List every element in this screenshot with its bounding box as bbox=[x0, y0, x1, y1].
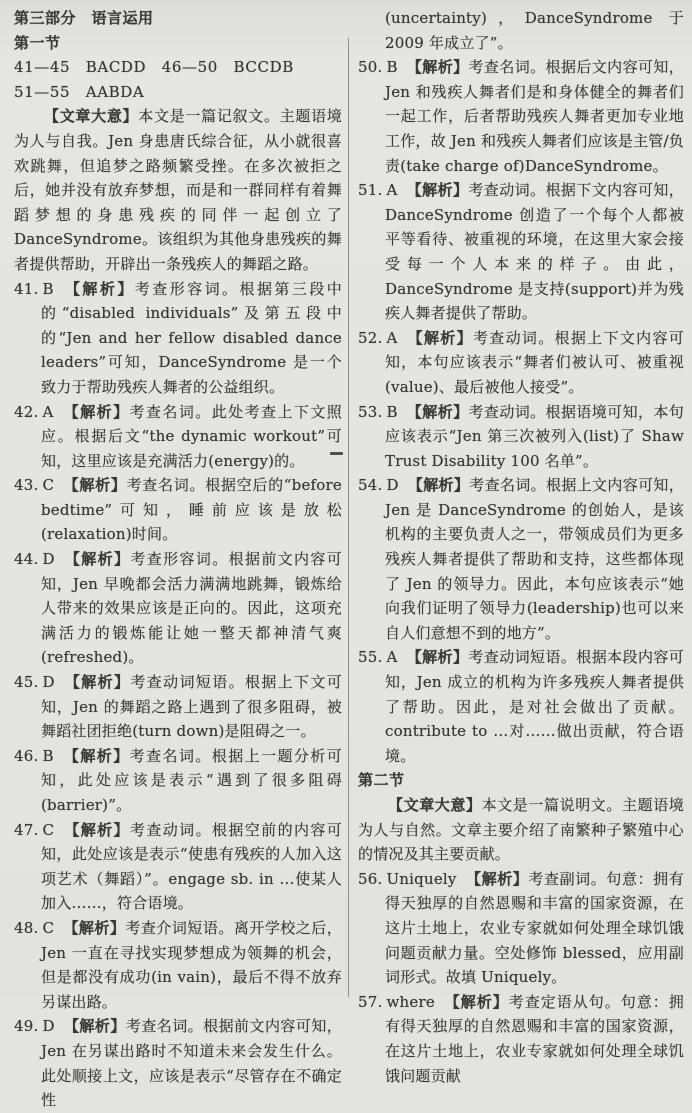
explanation-text: 考查动词短语。根据上下文可知，Jen 的舞蹈之路上遇到了很多阻碍，被舞蹈社团拒绝(turn down)是阻碍之一。 bbox=[41, 673, 342, 741]
explanation-item-47 bbox=[14, 818, 342, 916]
analysis-label: 【解析】 bbox=[63, 476, 127, 495]
explanation-text: 考查形容词。根据第三段中的“disabled individuals”及第五段中的“Jen and her fellow disabled dance leaders”可知，DanceSyndrome 是一个致力于帮助残疾人舞者的公益组织。 bbox=[41, 279, 342, 396]
answer-letter: B bbox=[42, 746, 54, 765]
analysis-label: 【解析】 bbox=[443, 992, 509, 1011]
explanation-text: 考查动词短语。根据本段内容可知，Jen 成立的机构为许多残疾人舞者提供了帮助。因此，是对社会做出了贡献。contribute to …对……做出贡献，符合语境。 bbox=[385, 648, 684, 765]
question-number: 42. bbox=[14, 402, 39, 421]
answer-letter: C bbox=[42, 820, 55, 839]
analysis-label: 【解析】 bbox=[62, 746, 130, 765]
answer-word: Uniquely bbox=[386, 869, 457, 888]
analysis-label: 【解析】 bbox=[63, 820, 130, 839]
explanation-item-48 bbox=[14, 916, 342, 1014]
question-number: 44. bbox=[14, 550, 39, 569]
analysis-label: 【解析】 bbox=[62, 402, 130, 421]
analysis-label: 【解析】 bbox=[407, 476, 470, 495]
answer-letter: D bbox=[42, 673, 55, 692]
answer-letter: C bbox=[42, 918, 55, 937]
section2-title: 第二节 bbox=[358, 771, 405, 790]
answer-letter: C bbox=[42, 476, 55, 495]
explanation-item-55 bbox=[358, 645, 684, 768]
explanation-item-45 bbox=[14, 670, 342, 744]
explanation-text: 考查形容词。根据前文内容可知，Jen 早晚都会活力满满地跳舞，锻炼给人带来的效果应该是正向的。因此，这项充满活力的锻炼能让她一整天都神清气爽(refreshed)。 bbox=[41, 550, 342, 667]
analysis-label: 【解析】 bbox=[406, 181, 469, 200]
explanation-item-44 bbox=[14, 547, 342, 670]
answer-letter: D bbox=[42, 1017, 55, 1036]
passage-summary-1 bbox=[14, 104, 342, 276]
explanation-text: 考查名词。根据上文内容可知，Jen 是 DanceSyndrome 的创始人，是该机构的主要负责人之一，带领成员们为更多残疾人舞者提供了帮助和支持，这些都体现了 Jen 的领导力。因此，本句应该表示“她向我们证明了领导力(leadership)也可以来自人们意想不到的地方”。 bbox=[385, 476, 684, 642]
question-number: 55. bbox=[358, 648, 383, 667]
two-column-layout bbox=[0, 6, 692, 1113]
analysis-label: 【解析】 bbox=[406, 328, 473, 347]
answer-word: where bbox=[386, 992, 435, 1011]
analysis-label: 【解析】 bbox=[63, 918, 126, 937]
explanation-item-43 bbox=[14, 473, 342, 547]
explanation-text: 考查名词。根据空后的“before bedtime”可知，睡前应该是放松(relaxation)时间。 bbox=[41, 476, 342, 544]
explanation-item-57 bbox=[358, 990, 684, 1088]
explanation-item-41 bbox=[14, 277, 342, 400]
answer-letter: B bbox=[386, 402, 398, 421]
explanation-item-42 bbox=[14, 400, 342, 474]
answer-key-line: 41—45 BACDD 46—50 BCCDB bbox=[14, 58, 294, 77]
summary-text: 本文是一篇记叙文。主题语境为人与自我。Jen 身患唐氏综合征，从小就很喜欢跳舞，但追梦之路频繁受挫。在多次被拒之后，她并没有放弃梦想，而是和一群同样有着舞蹈梦想的身患残疾的同伴一起创立了 DanceSyndrome。该组织为其他身患残疾的舞者提供帮助，开辟出一条残疾人的舞蹈之路。 bbox=[14, 107, 342, 273]
answer-letter: A bbox=[386, 328, 398, 347]
question-number: 43. bbox=[14, 476, 39, 495]
analysis-label: 【解析】 bbox=[63, 1017, 126, 1036]
analysis-label: 【解析】 bbox=[63, 673, 131, 692]
explanation-item-56 bbox=[358, 867, 684, 990]
explanation-text: 考查名词。此处考查上下文照应。根据后文“the dynamic workout”可知，这里应该是充满活力(energy)的。 bbox=[41, 402, 342, 470]
analysis-label: 【解析】 bbox=[406, 402, 469, 421]
explanation-text: 考查动词。根据语境可知，本句应该表示“Jen 第三次被列入(list)了 Shaw Trust Disability 100 名单”。 bbox=[385, 402, 684, 470]
explanation-text: 考查名词。根据前文内容可知，Jen 在另谋出路时不知道未来会发生什么。此处顺接上文，应该是表示“尽管存在不确定性 bbox=[41, 1017, 342, 1110]
explanation-text: 考查动词。根据上下文内容可知，本句应该表示“舞者们被认可、被重视(value)、最后被他人接受”。 bbox=[385, 328, 684, 396]
answer-letter: B bbox=[386, 58, 398, 77]
analysis-label: 【解析】 bbox=[406, 648, 469, 667]
question-number: 48. bbox=[14, 918, 39, 937]
analysis-label: 【解析】 bbox=[62, 279, 135, 298]
question-number: 53. bbox=[358, 402, 383, 421]
explanation-item-52 bbox=[358, 326, 684, 400]
explanation-text: 考查名词。根据后文内容可知，Jen 和残疾人舞者们是和身体健全的舞者们一起工作，后者帮助残疾人舞者更加专业地工作，故 Jen 和残疾人舞者们应该是主管/负责(take charge of)DanceSyndrome。 bbox=[385, 58, 684, 175]
question-number: 56. bbox=[358, 869, 383, 888]
part-header: 第三部分 语言运用 bbox=[14, 9, 154, 27]
answer-letter: D bbox=[386, 476, 399, 495]
summary-label: 【文章大意】 bbox=[388, 796, 482, 814]
explanation-item-49 bbox=[14, 1014, 342, 1112]
analysis-label: 【解析】 bbox=[63, 550, 131, 569]
answer-letter: A bbox=[386, 181, 398, 200]
explanation-item-50 bbox=[358, 55, 684, 178]
analysis-label: 【解析】 bbox=[406, 58, 469, 77]
answer-letter: D bbox=[42, 550, 55, 569]
question-number: 57. bbox=[358, 992, 383, 1011]
passage-summary-2 bbox=[358, 793, 684, 867]
right-column bbox=[358, 6, 684, 1113]
explanation-text: 考查动词。根据空前的内容可知，此处应该是表示“使患有残疾的人加入这项艺术（舞蹈）”。engage sb. in …使某人加入……，符合语境。 bbox=[41, 820, 342, 913]
analysis-label: 【解析】 bbox=[465, 869, 529, 888]
explanation-text: 考查介词短语。离开学校之后，Jen 一直在寻找实现梦想成为领舞的机会，但是都没有成功(in vain)，最后不得不放弃另谋出路。 bbox=[41, 918, 342, 1011]
question-number: 51. bbox=[358, 181, 383, 200]
section1-title: 第一节 bbox=[14, 33, 61, 52]
left-column bbox=[14, 6, 342, 1113]
question-number: 50. bbox=[358, 58, 383, 77]
explanation-item-54 bbox=[358, 473, 684, 645]
explanation-item-46 bbox=[14, 744, 342, 818]
summary-label: 【文章大意】 bbox=[44, 107, 139, 126]
answer-letter: A bbox=[386, 648, 398, 667]
answer-key-line: 51—55 AABDA bbox=[14, 82, 145, 101]
explanation-text: 考查名词。根据上一题分析可知，此处应该是表示“遇到了很多阻碍(barrier)”。 bbox=[41, 746, 342, 814]
item-49-continuation: (uncertainty)，DanceSyndrome 于 2009 年成立了”。 bbox=[385, 9, 684, 52]
question-number: 45. bbox=[14, 673, 39, 692]
question-number: 47. bbox=[14, 820, 39, 839]
answer-letter: B bbox=[42, 279, 54, 298]
question-number: 52. bbox=[358, 328, 383, 347]
explanation-text: 考查定语从句。句意：拥有得天独厚的自然恩赐和丰富的国家资源，在这片土地上，农业专家就如何处理全球饥饿问题贡献 bbox=[385, 992, 684, 1085]
summary-text: 本文是一篇说明文。主题语境为人与自然。文章主要介绍了南繁种子繁殖中心的情况及其主要贡献。 bbox=[358, 796, 685, 864]
question-number: 49. bbox=[14, 1017, 39, 1036]
question-number: 41. bbox=[14, 279, 39, 298]
explanation-item-51 bbox=[358, 178, 684, 326]
explanation-text: 考查副词。句意：拥有得天独厚的自然恩赐和丰富的国家资源，在这片土地上，农业专家就如何处理全球饥饿问题贡献力量。空处修饰 blessed，应用副词形式。故填 Uniquely。 bbox=[385, 869, 684, 987]
explanation-item-53 bbox=[358, 400, 684, 474]
explanation-text: 考查动词。根据下文内容可知，DanceSyndrome 创造了一个每个人都被平等看待、被重视的环境，在这里大家会接受每一个人本来的样子。由此，DanceSyndrome 是支持(support)并为残疾人舞者提供了帮助。 bbox=[385, 181, 684, 323]
answer-letter: A bbox=[42, 402, 54, 421]
question-number: 46. bbox=[14, 746, 39, 765]
answer-key-block bbox=[14, 55, 342, 104]
question-number: 54. bbox=[358, 476, 383, 495]
